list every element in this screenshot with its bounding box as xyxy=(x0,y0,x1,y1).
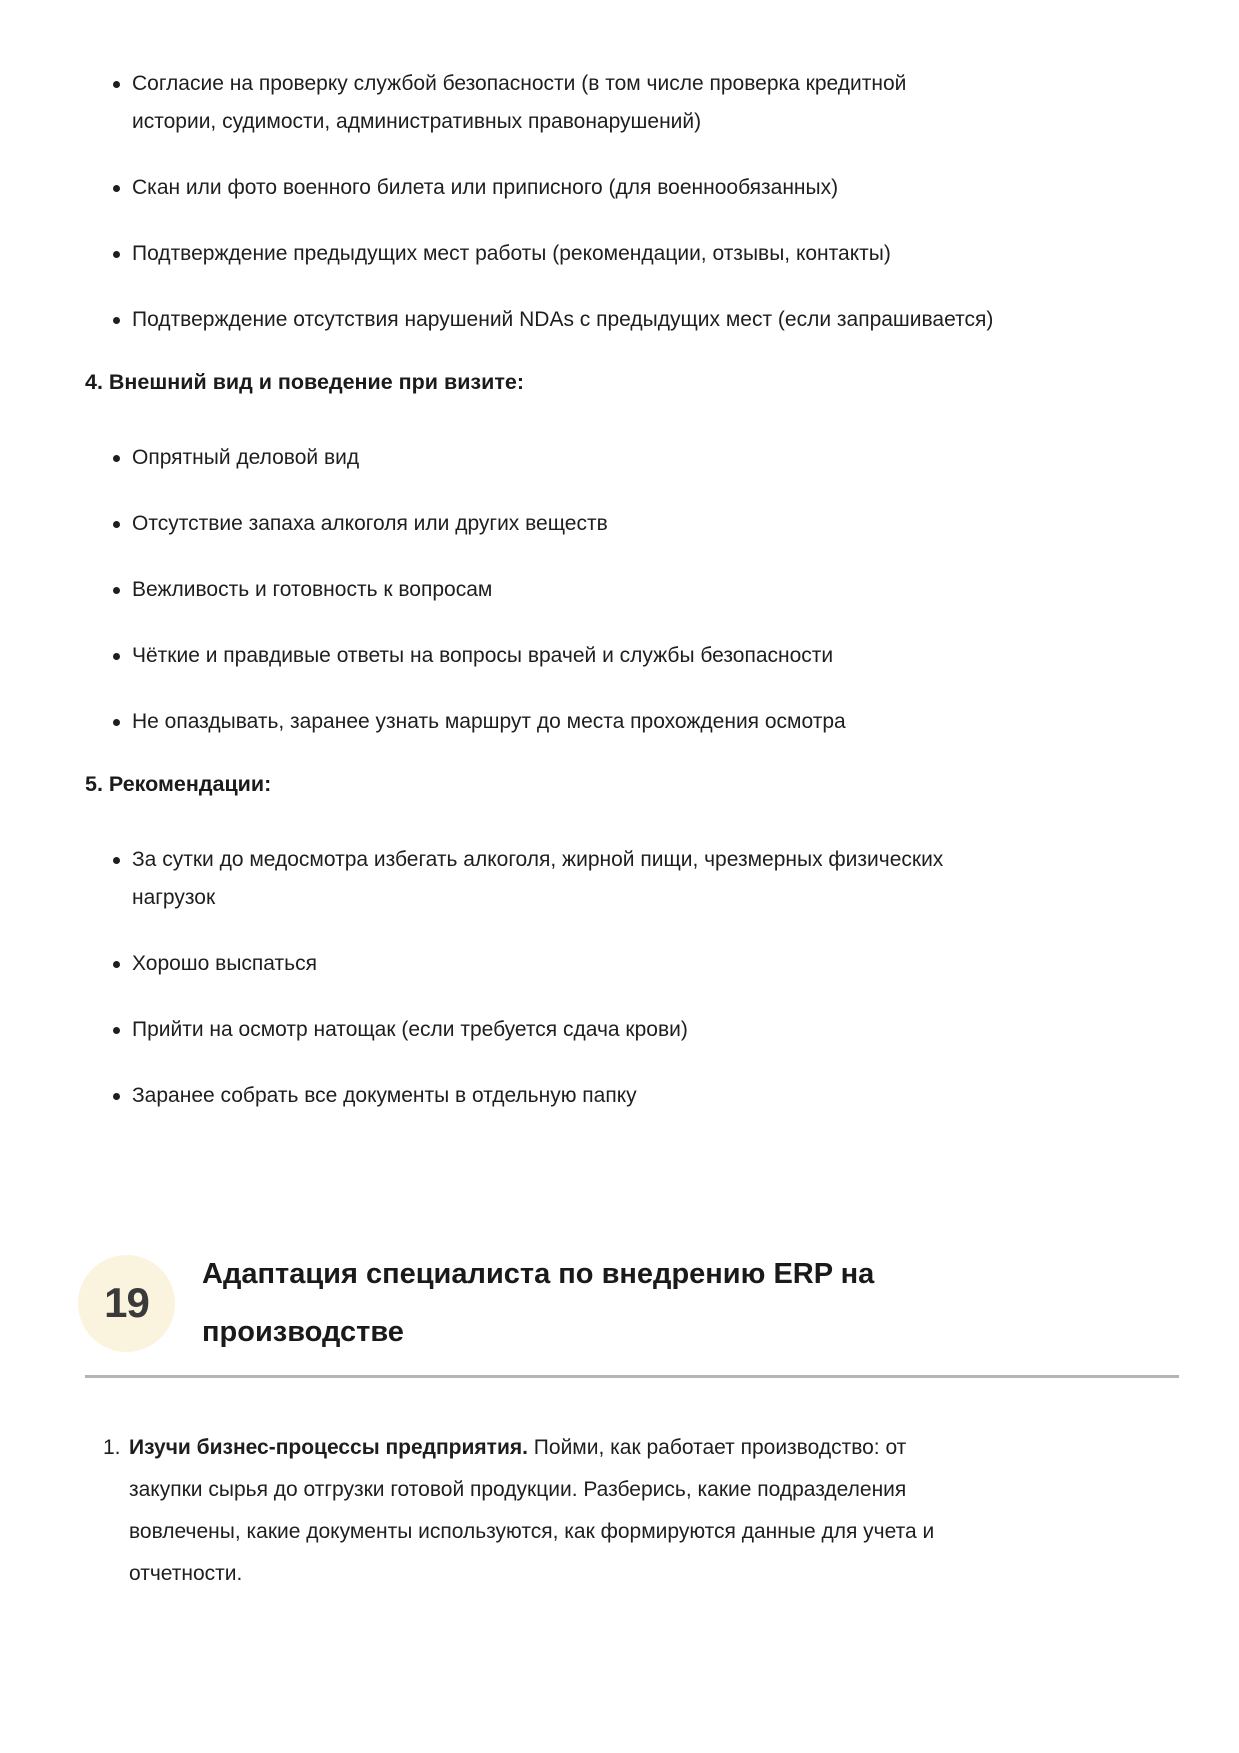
list-item-text xyxy=(132,169,838,207)
list-item-line: Отсутствие запаха алкоголя или других веществ xyxy=(132,512,608,535)
list-item-line: Подтверждение отсутствия нарушений NDAs с предыдущих мест (если запрашивается) xyxy=(132,308,994,331)
bullet-dot xyxy=(113,251,120,258)
chapter-title-line: Адаптация специалиста по внедрению ERP на xyxy=(202,1258,875,1290)
list-item-line: Опрятный деловой вид xyxy=(132,446,360,469)
bullet-dot xyxy=(113,857,120,864)
section-heading-5: 5. Рекомендации: xyxy=(85,772,272,796)
list-item-text xyxy=(132,65,906,141)
list-item-text xyxy=(132,1011,688,1049)
list-item xyxy=(85,945,1179,983)
bullet-dot xyxy=(113,1093,120,1100)
numbered-item-line: закупки сырья до отгрузки готовой продукции. Разберись, какие подразделения xyxy=(129,1478,907,1501)
list-item-line: Заранее собрать все документы в отдельную папку xyxy=(132,1084,637,1107)
numbered-item-line: вовлечены, какие документы используются, как формируются данные для учета и xyxy=(129,1520,935,1543)
list-item-line: Чёткие и правдивые ответы на вопросы врачей и службы безопасности xyxy=(132,644,834,667)
list-item-line: Подтверждение предыдущих мест работы (рекомендации, отзывы, контакты) xyxy=(132,242,891,265)
list-item xyxy=(85,571,1179,609)
bullet-dot xyxy=(113,521,120,528)
section-divider xyxy=(85,1375,1179,1378)
list-number-marker: 1. xyxy=(103,1436,121,1459)
list-item-line: Скан или фото военного билета или приписного (для военнообязанных) xyxy=(132,176,839,199)
list-item xyxy=(85,301,1179,339)
bullet-dot xyxy=(113,81,120,88)
chapter-number: 19 xyxy=(104,1279,149,1326)
section-heading-4: 4. Внешний вид и поведение при визите: xyxy=(85,370,524,394)
list-item xyxy=(85,65,1179,141)
list-item-text xyxy=(132,301,993,339)
list-item-line: Прийти на осмотр натощак (если требуется сдача крови) xyxy=(132,1018,688,1041)
list-item xyxy=(85,505,1179,543)
list-item-line: Вежливость и готовность к вопросам xyxy=(132,578,493,601)
list-item-text xyxy=(132,841,943,917)
list-item xyxy=(85,439,1179,477)
chapter-number-badge xyxy=(78,1255,175,1352)
list-item-text xyxy=(132,703,846,741)
list-item-text xyxy=(132,945,317,983)
list-item xyxy=(85,703,1179,741)
list-item xyxy=(85,235,1179,273)
list-item-line: Не опаздывать, заранее узнать маршрут до места прохождения осмотра xyxy=(132,710,846,733)
section-4-bullet-list xyxy=(85,439,1179,741)
list-item xyxy=(85,169,1179,207)
list-item-text xyxy=(132,235,891,273)
numbered-item-line xyxy=(129,1427,934,1469)
list-item xyxy=(85,841,1179,917)
bullet-dot xyxy=(113,455,120,462)
list-item-text xyxy=(132,439,359,477)
list-item-text xyxy=(132,637,833,675)
chapter-title-line: производстве xyxy=(202,1316,404,1348)
bullet-dot xyxy=(113,1027,120,1034)
numbered-item-line: отчетности. xyxy=(129,1562,243,1585)
numbered-item-text xyxy=(129,1427,934,1595)
list-item xyxy=(85,637,1179,675)
numbered-list-item xyxy=(85,1427,1179,1595)
list-item-text xyxy=(132,505,608,543)
list-item xyxy=(85,1077,1179,1115)
intro-bullet-list xyxy=(85,65,1179,339)
chapter-header xyxy=(78,1245,1179,1361)
list-item-line: Согласие на проверку службой безопасности (в том числе проверка кредитной xyxy=(132,72,907,95)
bullet-dot xyxy=(113,185,120,192)
list-item-line: истории, судимости, административных правонарушений) xyxy=(132,110,702,133)
list-item xyxy=(85,1011,1179,1049)
line-rest-text: Пойми, как работает производство: от xyxy=(527,1436,907,1459)
section-5-bullet-list xyxy=(85,841,1179,1115)
bullet-dot xyxy=(113,317,120,324)
bullet-dot xyxy=(113,961,120,968)
list-item-text xyxy=(132,571,492,609)
list-item-text xyxy=(132,1077,637,1115)
bullet-dot xyxy=(113,587,120,594)
lead-bold-text: Изучи бизнес-процессы предприятия. xyxy=(129,1436,528,1459)
list-item-line: нагрузок xyxy=(132,886,216,909)
bullet-dot xyxy=(113,719,120,726)
list-item-line: За сутки до медосмотра избегать алкоголя, жирной пищи, чрезмерных физических xyxy=(132,848,944,871)
bullet-dot xyxy=(113,653,120,660)
chapter-title xyxy=(202,1245,874,1361)
list-item-line: Хорошо выспаться xyxy=(132,952,317,975)
